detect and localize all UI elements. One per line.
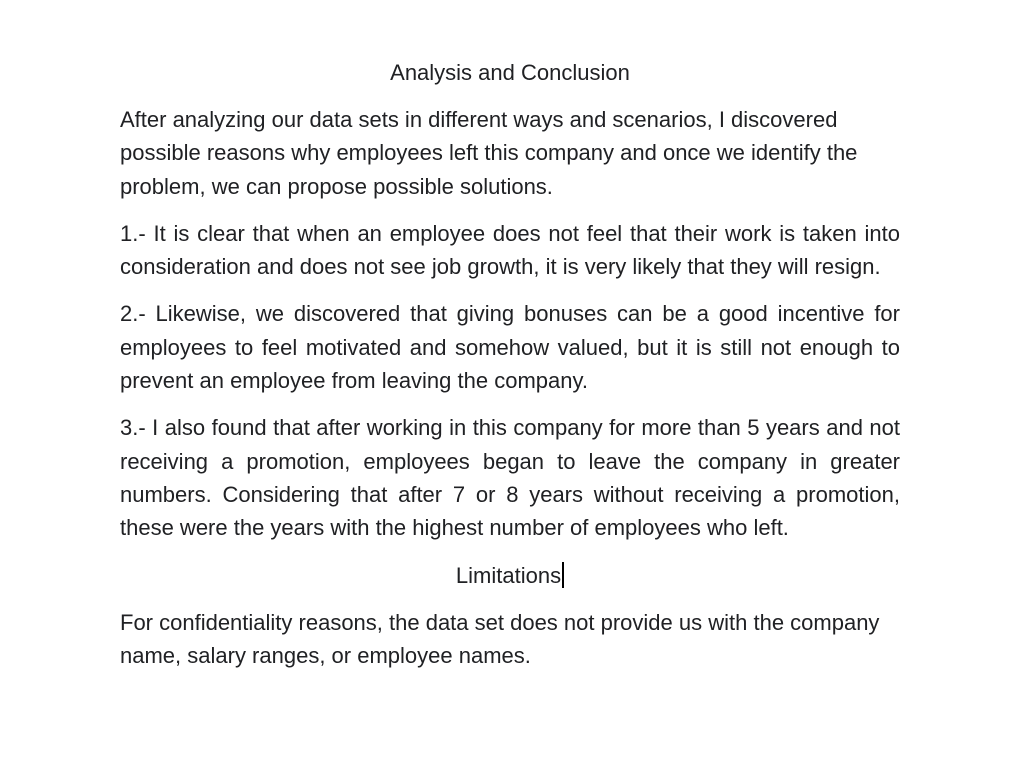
document-body[interactable] [120, 56, 900, 686]
intro-paragraph: After analyzing our data sets in different ways and scenarios, I discovered possible reasons why employees left this company and once we identify the problem, we can propose possible solutions. [120, 107, 858, 199]
point-2-paragraph: 2.- Likewise, we discovered that giving bonuses can be a good incentive for employees to feel motivated and somehow valued, but it is still not enough to prevent an employee from leaving the company. [120, 301, 900, 394]
heading-analysis-text: Analysis and Conclusion [390, 60, 630, 85]
point-1-paragraph: 1.- It is clear that when an employee does not feel that their work is taken into consideration and does not see job growth, it is very likely that they will resign. [120, 220, 900, 280]
heading-analysis-and-conclusion [120, 56, 900, 89]
limitations-paragraph: For confidentiality reasons, the data set does not provide us with the company name, salary ranges, or employee names. [120, 609, 880, 668]
heading-limitations [120, 559, 900, 592]
heading-limitations-text: Limitations [455, 562, 562, 588]
text-cursor [562, 562, 564, 588]
point-3-paragraph: 3.- I also found that after working in this company for more than 5 years and not receiving a promotion, employees began to leave the company in greater numbers. Considering that after 7 or 8 years without receiving a promotion, these were the years with the highest number of employees who left. [120, 415, 900, 541]
